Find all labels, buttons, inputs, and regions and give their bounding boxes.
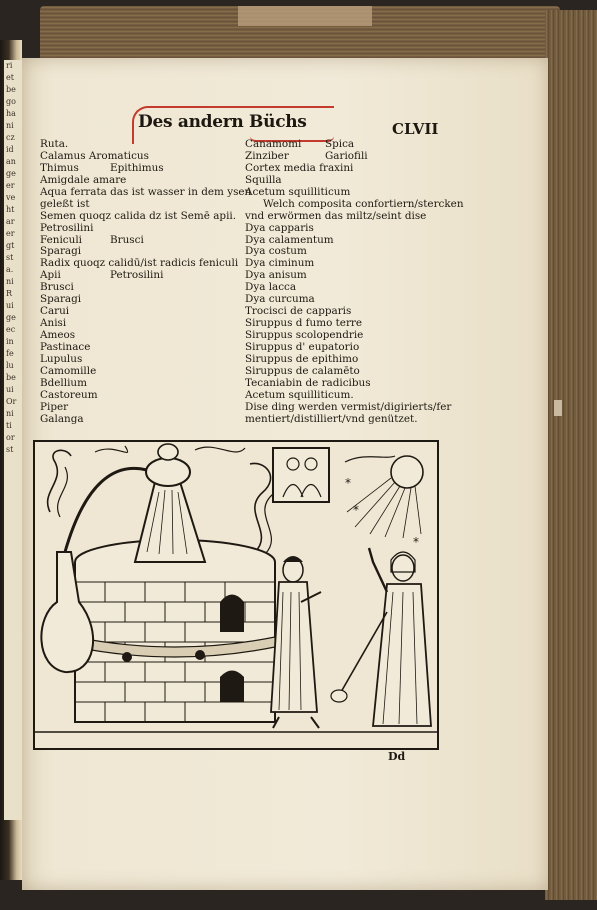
facing-page-fragment: be [6,373,16,382]
text-line-first: Galanga [40,412,84,425]
text-line-second: Spica [325,138,355,150]
text-line-first: Radix quoqz calidū/ist radicis feniculi [40,257,239,270]
text-line-first: Semen quoqz calida dz ist Semē apii. [40,209,237,222]
facing-page-fragment: R [6,289,13,298]
facing-page-fragment: fe [6,349,14,358]
text-line-first: mentiert/distilliert/vnd genützet. [245,412,418,425]
svg-text:*: * [345,476,351,490]
bookmark-strip [554,400,562,416]
facing-page-fragment: ui [6,385,14,394]
svg-text:*: * [413,535,419,549]
facing-page-fragment: Or [6,397,17,406]
page-stack-right [545,10,597,900]
text-line-first: Piper [40,400,69,413]
text-line [40,390,251,402]
text-line-first: Camomille [40,364,97,377]
text-line-first: Squilla [245,173,282,186]
right-text-column [245,139,464,426]
facing-page-fragment: ge [6,169,16,178]
text-line-first: Feniculi [40,233,82,246]
text-line-first: Acetum squilliticum. [245,388,354,401]
tape-strip [238,6,372,26]
facing-page-fragment: ni [6,277,14,286]
text-line-first: Brusci [40,281,74,294]
text-line-first: Bdellium [40,376,87,389]
text-line-first: Castoreum [40,388,98,401]
text-line-first: Sparagi [40,293,82,306]
text-line-first: Tecaniabin de radicibus [245,376,371,389]
facing-page-fragment: lu [6,361,14,370]
facing-page-fragment: ar [6,217,15,226]
text-line-first: Siruppus scolopendrie [245,329,364,341]
facing-page-fragment: er [6,229,15,238]
text-line-first: Anisi [40,317,67,330]
text-line-first: Calamus Aromaticus [40,149,149,162]
text-line [40,294,251,306]
facing-page-fragment: ui [6,301,14,310]
text-line-second: Brusci [110,233,144,246]
facing-page-fragment: er [6,181,15,190]
text-line-first: Cortex media fraxini [245,161,354,174]
text-line-first: Acetum squilliticum [245,185,351,198]
text-line-first: Petrosilini [40,221,94,234]
text-line-second: Gariofili [325,149,368,162]
text-line [245,414,464,426]
svg-text:*: * [353,503,359,517]
text-line-first: Siruppus d fumo terre [245,317,363,330]
facing-page-fragment: be [6,85,16,94]
text-line-first: Ruta. [40,138,69,150]
facing-page-fragment: st [6,253,14,262]
text-line-first: vnd erwörmen das miltz/seint dise [245,209,427,222]
facing-page-fragment: or [6,433,15,442]
text-line-second: Epithimus [110,161,164,174]
text-line [40,414,251,426]
text-line-first: Dya ciminum [245,257,315,270]
facing-page-fragment: ht [6,205,15,214]
text-line-first: Aqua ferrata das ist wasser in dem ysen [40,185,252,198]
signature-mark: Dd [388,750,406,763]
text-line-first: Dya costum [245,245,307,258]
text-line-first: Zinziber [245,149,289,162]
facing-page-fragment: ve [6,193,16,202]
text-line-first: Lupulus [40,352,83,365]
text-line-first: Canamomi [245,138,302,150]
text-line-first: Welch composita confortiern/stercken [263,197,464,210]
text-line-second: Petrosilini [110,269,164,282]
facing-page-fragment: ri [6,61,13,70]
text-line-first: Sparagi [40,245,82,258]
text-line-first: Dya calamentum [245,233,334,246]
facing-page-fragment: cz [6,133,15,142]
facing-page-fragment: gt [6,241,15,250]
facing-page-fragment: ec [6,325,16,334]
running-head: Des andern Büchs [138,112,307,132]
text-line-first: Siruppus de epithimo [245,352,359,365]
folio-number: CLVII [392,120,439,138]
text-line-first: Dise ding werden vermist/digirierts/fer [245,400,452,413]
facing-page-fragment: a. [6,265,14,274]
facing-page-fragment: go [6,97,16,106]
facing-page-fragment: st [6,445,14,454]
facing-page-fragment: ni [6,409,14,418]
facing-page-fragment: et [6,73,14,82]
text-line-first: Thimus [40,161,79,174]
text-line-first: Pastinace [40,340,91,353]
text-line-first: Dya lacca [245,281,297,294]
text-line-first: Dya anisum [245,269,307,282]
text-line-first: Dya capparis [245,221,314,234]
woodcut-illustration [33,440,439,750]
facing-page-fragment: ni [6,121,14,130]
text-line-first: geleßt ist [40,197,90,210]
text-line-first: Siruppus d' eupatorio [245,340,360,353]
alchemy-furnace-woodcut [35,442,437,748]
text-line-first: Trocisci de capparis [245,305,352,318]
facing-page-fragment: ti [6,421,12,430]
facing-page-fragment: ge [6,313,16,322]
facing-page-fragment: ha [6,109,16,118]
text-line-first: Siruppus de calamēto [245,364,360,377]
text-line-first: Dya curcuma [245,293,315,306]
text-line-first: Amigdale amare [40,173,127,186]
text-line-first: Apii [40,269,61,282]
facing-page-fragment: in [6,337,14,346]
facing-page-fragment: id [6,145,14,154]
text-line [40,306,251,318]
text-line-first: Carui [40,305,70,318]
left-text-column [40,139,251,426]
text-line-first: Ameos [40,329,76,341]
facing-page-fragment: an [6,157,16,166]
